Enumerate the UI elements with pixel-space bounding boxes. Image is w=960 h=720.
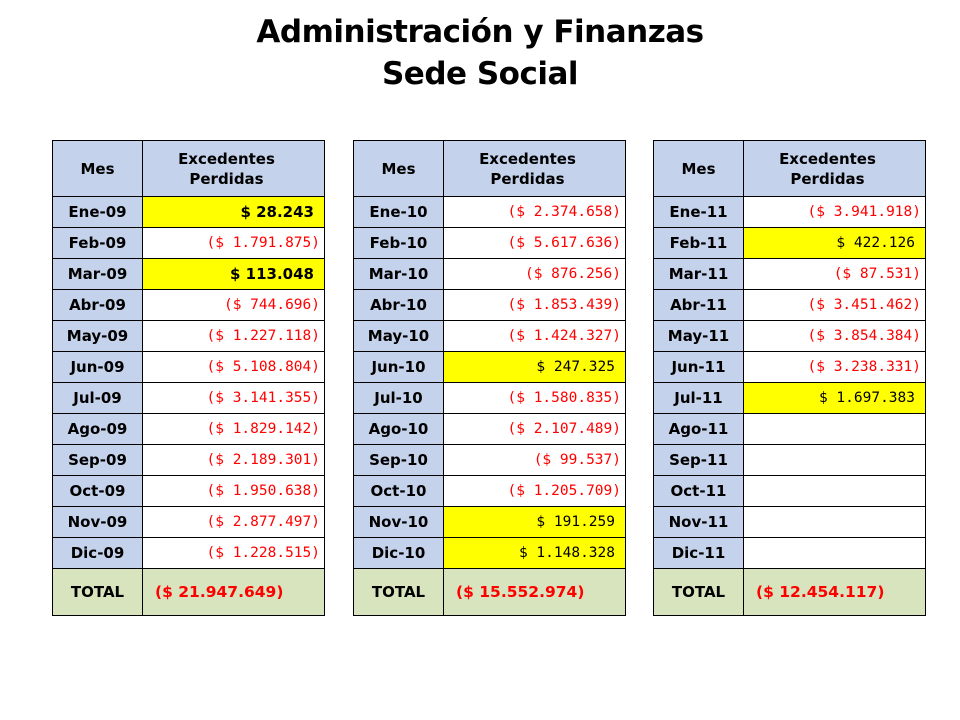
month-cell: Jun-10 bbox=[354, 352, 444, 383]
column-header-excedentes bbox=[444, 141, 626, 197]
total-label: TOTAL bbox=[53, 569, 143, 616]
table-row bbox=[354, 476, 626, 507]
table-row bbox=[53, 476, 325, 507]
total-value: ($ 21.947.649) bbox=[143, 569, 325, 616]
table-body bbox=[654, 197, 926, 616]
month-cell: Ago-09 bbox=[53, 414, 143, 445]
value-cell: ($ 2.877.497) bbox=[143, 507, 325, 538]
month-cell: Jun-11 bbox=[654, 352, 744, 383]
month-cell: Ago-10 bbox=[354, 414, 444, 445]
surplus-value-cell: $ 1.148.328 bbox=[444, 538, 626, 569]
value-cell: ($ 2.189.301) bbox=[143, 445, 325, 476]
value-cell: ($ 3.141.355) bbox=[143, 383, 325, 414]
month-cell: Nov-10 bbox=[354, 507, 444, 538]
table-header-row bbox=[354, 141, 626, 197]
value-cell: ($ 1.950.638) bbox=[143, 476, 325, 507]
value-cell bbox=[744, 414, 926, 445]
total-row bbox=[654, 569, 926, 616]
table-2010 bbox=[353, 140, 626, 616]
table-row bbox=[53, 228, 325, 259]
month-cell: Sep-11 bbox=[654, 445, 744, 476]
table-row bbox=[354, 290, 626, 321]
table-row bbox=[354, 445, 626, 476]
surplus-value-cell: $ 191.259 bbox=[444, 507, 626, 538]
table-row bbox=[53, 197, 325, 228]
table-row bbox=[354, 197, 626, 228]
surplus-value-cell: $ 247.325 bbox=[444, 352, 626, 383]
table-row bbox=[654, 259, 926, 290]
page-subtitle: Sede Social bbox=[381, 56, 579, 92]
value-cell bbox=[744, 507, 926, 538]
total-value: ($ 15.552.974) bbox=[444, 569, 626, 616]
header-excedentes-label: Excedentes bbox=[779, 149, 876, 168]
table-body bbox=[354, 197, 626, 616]
value-cell: ($ 744.696) bbox=[143, 290, 325, 321]
value-cell: ($ 1.424.327) bbox=[444, 321, 626, 352]
value-cell: ($ 1.791.875) bbox=[143, 228, 325, 259]
month-cell: Oct-11 bbox=[654, 476, 744, 507]
value-cell: ($ 2.107.489) bbox=[444, 414, 626, 445]
month-cell: Mar-10 bbox=[354, 259, 444, 290]
month-cell: Dic-10 bbox=[354, 538, 444, 569]
month-cell: Feb-11 bbox=[654, 228, 744, 259]
column-header-mes: Mes bbox=[354, 141, 444, 197]
table-row bbox=[354, 414, 626, 445]
month-cell: Ene-10 bbox=[354, 197, 444, 228]
value-cell: ($ 5.108.804) bbox=[143, 352, 325, 383]
month-cell: Feb-10 bbox=[354, 228, 444, 259]
month-cell: Feb-09 bbox=[53, 228, 143, 259]
value-cell: ($ 1.205.709) bbox=[444, 476, 626, 507]
value-cell bbox=[744, 476, 926, 507]
value-cell: ($ 3.238.331) bbox=[744, 352, 926, 383]
month-cell: Jul-11 bbox=[654, 383, 744, 414]
table-row bbox=[654, 538, 926, 569]
total-label: TOTAL bbox=[654, 569, 744, 616]
table-row bbox=[654, 197, 926, 228]
month-cell: Ago-11 bbox=[654, 414, 744, 445]
month-cell: Abr-11 bbox=[654, 290, 744, 321]
month-cell: Oct-09 bbox=[53, 476, 143, 507]
table-row bbox=[53, 321, 325, 352]
surplus-value-cell: $ 113.048 bbox=[143, 259, 325, 290]
table-row bbox=[354, 383, 626, 414]
table-row bbox=[654, 321, 926, 352]
value-cell: ($ 99.537) bbox=[444, 445, 626, 476]
table-row bbox=[53, 414, 325, 445]
table-2009 bbox=[52, 140, 325, 616]
table-row bbox=[53, 383, 325, 414]
month-cell: May-09 bbox=[53, 321, 143, 352]
value-cell: ($ 1.829.142) bbox=[143, 414, 325, 445]
value-cell: ($ 3.941.918) bbox=[744, 197, 926, 228]
column-header-mes: Mes bbox=[654, 141, 744, 197]
table-header-row bbox=[53, 141, 325, 197]
column-header-mes: Mes bbox=[53, 141, 143, 197]
month-cell: Abr-09 bbox=[53, 290, 143, 321]
month-cell: Sep-10 bbox=[354, 445, 444, 476]
month-cell: Nov-09 bbox=[53, 507, 143, 538]
value-cell: ($ 3.451.462) bbox=[744, 290, 926, 321]
value-cell: ($ 1.227.118) bbox=[143, 321, 325, 352]
total-value: ($ 12.454.117) bbox=[744, 569, 926, 616]
header-perdidas-label: Perdidas bbox=[189, 169, 264, 188]
table-row bbox=[354, 321, 626, 352]
table-row bbox=[354, 507, 626, 538]
header-perdidas-label: Perdidas bbox=[490, 169, 565, 188]
table-row bbox=[654, 476, 926, 507]
month-cell: Dic-09 bbox=[53, 538, 143, 569]
header-excedentes-label: Excedentes bbox=[178, 149, 275, 168]
table-row bbox=[354, 259, 626, 290]
table-row bbox=[53, 290, 325, 321]
total-row bbox=[53, 569, 325, 616]
table-row bbox=[354, 352, 626, 383]
table-row bbox=[654, 414, 926, 445]
month-cell: Mar-09 bbox=[53, 259, 143, 290]
table-row bbox=[53, 259, 325, 290]
value-cell: ($ 876.256) bbox=[444, 259, 626, 290]
value-cell: ($ 1.580.835) bbox=[444, 383, 626, 414]
table-row bbox=[654, 352, 926, 383]
table-row bbox=[354, 228, 626, 259]
table-2011 bbox=[653, 140, 926, 616]
table-header-row bbox=[654, 141, 926, 197]
month-cell: Sep-09 bbox=[53, 445, 143, 476]
table-row bbox=[654, 445, 926, 476]
value-cell: ($ 3.854.384) bbox=[744, 321, 926, 352]
table-row bbox=[654, 290, 926, 321]
column-header-excedentes bbox=[744, 141, 926, 197]
month-cell: Dic-11 bbox=[654, 538, 744, 569]
month-cell: Ene-09 bbox=[53, 197, 143, 228]
value-cell: ($ 1.228.515) bbox=[143, 538, 325, 569]
value-cell: ($ 2.374.658) bbox=[444, 197, 626, 228]
value-cell bbox=[744, 538, 926, 569]
month-cell: Jun-09 bbox=[53, 352, 143, 383]
table-row bbox=[53, 507, 325, 538]
table-row bbox=[53, 538, 325, 569]
table-row bbox=[654, 228, 926, 259]
surplus-value-cell: $ 1.697.383 bbox=[744, 383, 926, 414]
month-cell: Oct-10 bbox=[354, 476, 444, 507]
month-cell: Mar-11 bbox=[654, 259, 744, 290]
table-body bbox=[53, 197, 325, 616]
month-cell: Jul-09 bbox=[53, 383, 143, 414]
value-cell: ($ 5.617.636) bbox=[444, 228, 626, 259]
month-cell: Ene-11 bbox=[654, 197, 744, 228]
value-cell: ($ 87.531) bbox=[744, 259, 926, 290]
column-header-excedentes bbox=[143, 141, 325, 197]
table-row bbox=[654, 507, 926, 538]
surplus-value-cell: $ 28.243 bbox=[143, 197, 325, 228]
value-cell: ($ 1.853.439) bbox=[444, 290, 626, 321]
header-excedentes-label: Excedentes bbox=[479, 149, 576, 168]
month-cell: Nov-11 bbox=[654, 507, 744, 538]
month-cell: May-11 bbox=[654, 321, 744, 352]
surplus-value-cell: $ 422.126 bbox=[744, 228, 926, 259]
month-cell: Jul-10 bbox=[354, 383, 444, 414]
total-row bbox=[354, 569, 626, 616]
month-cell: Abr-10 bbox=[354, 290, 444, 321]
table-row bbox=[654, 383, 926, 414]
value-cell bbox=[744, 445, 926, 476]
table-row bbox=[354, 538, 626, 569]
table-row bbox=[53, 352, 325, 383]
header-perdidas-label: Perdidas bbox=[790, 169, 865, 188]
total-label: TOTAL bbox=[354, 569, 444, 616]
month-cell: May-10 bbox=[354, 321, 444, 352]
page-title: Administración y Finanzas bbox=[256, 14, 704, 50]
table-row bbox=[53, 445, 325, 476]
